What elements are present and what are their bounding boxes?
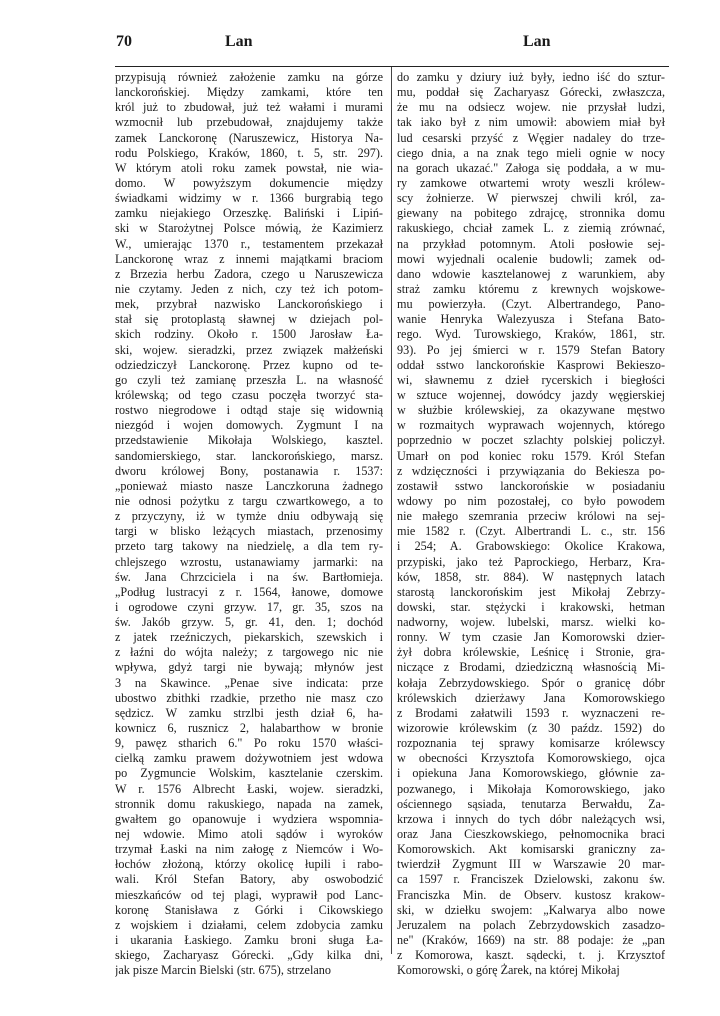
text-line: ski w Starożytnej Polsce mówią, że Kazimierz bbox=[115, 221, 383, 236]
text-line: „ponieważ miasto nasze Lanczkoruna żadnego bbox=[115, 478, 383, 493]
text-line: rozpoznania tej sprawy komisarze królewscy bbox=[397, 736, 665, 751]
text-line: targi w blisko leżących miastach, przenosimy bbox=[115, 524, 383, 539]
text-line: nadworny, wojew. lubelski, marsz. wielki ko- bbox=[397, 615, 665, 630]
text-line: odziedziczył Lanckoronę. Przez kupno od te- bbox=[115, 357, 383, 372]
text-line: mowi wyjednali ocalenie budowli; zamek od- bbox=[397, 251, 665, 266]
text-line: 3 na Skawince. „Penae sive indicata: prze bbox=[115, 675, 383, 690]
text-line: wdowy po nim pozostałej, co było powodem bbox=[397, 493, 665, 508]
text-line: w rozmaitych wyprawach wojennych, którego bbox=[397, 418, 665, 433]
text-line: przypiski, jako też Paprockiego, Herbarz, Kra- bbox=[397, 554, 665, 569]
text-line: z wdzięczności i przywiązania do Bekiesza po- bbox=[397, 463, 665, 478]
text-line: „Podług lustracyi z r. 1564, łanowe, domowe bbox=[115, 584, 383, 599]
text-line: z jatek rzeźniczych, piekarskich, szewskich i bbox=[115, 630, 383, 645]
right-text-column bbox=[397, 70, 665, 978]
text-line: rostwo niegrodowe i odtąd staje się widownią bbox=[115, 403, 383, 418]
text-line: kownicz 6, rusznicz 2, halabarthow w bronie bbox=[115, 721, 383, 736]
text-line: oraz Jana Cieszkowskiego, pełnomocnika braci bbox=[397, 827, 665, 842]
text-line: Umarł on pod koniec roku 1579. Król Stefan bbox=[397, 448, 665, 463]
text-line: dowski, star. stężycki i krakowski, hetman bbox=[397, 599, 665, 614]
text-line: starostą lanckorońskim jest Mikołaj Zebrzy- bbox=[397, 584, 665, 599]
text-line: domo. W powyższym dokumencie między bbox=[115, 175, 383, 190]
left-text-column bbox=[115, 70, 383, 978]
text-line: nie małego szemrania przeciw królowi na sej- bbox=[397, 509, 665, 524]
text-line: ca 1597 r. Franciszek Dzielowski, zakonu św. bbox=[397, 872, 665, 887]
text-line: św. Jakób grzyw. 5, gr. 41, den. 1; dochód bbox=[115, 615, 383, 630]
text-line: mek, przybrał nazwisko Lanckorońskiego i bbox=[115, 297, 383, 312]
text-line: dworu królowej Bony, postanawia r. 1537: bbox=[115, 463, 383, 478]
text-line: z Komorowa, kaszt. sądecki, t. j. Krzysztof bbox=[397, 948, 665, 963]
text-line: z wojskiem i działami, celem zdobycia zamku bbox=[115, 917, 383, 932]
text-line: wi, sławnemu z dzieł rycerskich i biegłości bbox=[397, 372, 665, 387]
text-line: rodu Polskiego, Kraków, 1860, t. 5, str. 297). bbox=[115, 145, 383, 160]
text-line: poprzednio w poczet szlachty polskiej policzył. bbox=[397, 433, 665, 448]
text-line: łochów złożoną, którzy okolicę łupili i rabo- bbox=[115, 857, 383, 872]
text-line: i ogrodowe czyni grzyw. 17, gr. 35, szos na bbox=[115, 599, 383, 614]
text-line: chlejszego wzrostu, ustanawiamy jarmarki: na bbox=[115, 554, 383, 569]
text-line: pozwanego, i Mikołaja Komorowskiego, jako bbox=[397, 781, 665, 796]
text-line: scy żołnierze. W pierwszej chwili król, za- bbox=[397, 191, 665, 206]
text-line: w sztuce wojennej, dowódcy jazdy węgierskiej bbox=[397, 387, 665, 402]
text-line: dano wdowie kasztelanowej z warunkiem, aby bbox=[397, 266, 665, 281]
text-line: jak pisze Marcin Bielski (str. 675), strzelano bbox=[115, 963, 331, 978]
text-line: rakuskiego, chciał zamek L. z ziemią zrównać, bbox=[397, 221, 665, 236]
text-line: i ukarania Łaskiego. Zamku broni sługa Ła- bbox=[115, 933, 383, 948]
text-line: wpływa, gdyż targi nie bywają; młynów jest bbox=[115, 660, 383, 675]
text-line: sędzicz. W zamku strzlbi jesth dział 6, ha- bbox=[115, 705, 383, 720]
text-line: tak iako był z nim umowił: abowiem miał był bbox=[397, 115, 665, 130]
text-line: krzowa i innych do tych dóbr należących wsi, bbox=[397, 811, 665, 826]
text-line: królewską; od tego czasu poczęła tworzyć sta- bbox=[115, 387, 383, 402]
text-line: go czyli też zamianę przeszła L. na własność bbox=[115, 372, 383, 387]
text-line: mu, poddał się Zacharyasz Górecki, zwłaszcza, bbox=[397, 85, 665, 100]
text-line: trzymał Łaski na nim załogę z Niemców i Wo- bbox=[115, 842, 383, 857]
text-line: Franciszka Min. de Observ. kustosz krakow- bbox=[397, 887, 665, 902]
text-line: z przyczyny, iż w tymże dniu odbywają się bbox=[115, 509, 383, 524]
text-line: na gorach ukazać." Załoga się poddała, a w mu- bbox=[397, 160, 665, 175]
text-line: po Zygmuncie Wolskim, kasztelanie czerskim. bbox=[115, 766, 383, 781]
text-line: rego. Wyd. Turowskiego, Kraków, 1861, str. bbox=[397, 327, 665, 342]
text-line: świadkami widzimy w r. 1366 burgrabią tego bbox=[115, 191, 383, 206]
text-line: przypisują również założenie zamku na górze bbox=[115, 70, 383, 84]
text-line: z Brodami załatwili 1593 r. wyznaczeni re- bbox=[397, 705, 665, 720]
running-head-right: Lan bbox=[523, 33, 551, 50]
text-line: do zamku y dziury iuż były, iedno iść do sztur- bbox=[397, 70, 665, 84]
text-line: z Brzezia herbu Zadora, czego u Naruszewicza bbox=[115, 266, 383, 281]
text-line: z łaźni do wójta należy; z targowego nic nie bbox=[115, 645, 383, 660]
text-line: 9, pawęz stharich 6." Po roku 1570 właści- bbox=[115, 736, 383, 751]
text-line: gwałtem go opanowuje i wydziera wspomnia- bbox=[115, 811, 383, 826]
text-line: koronę Stanisława z Górki i Cikowskiego bbox=[115, 902, 383, 917]
text-line: ski, wojew. sieradzki, przez związek małżeński bbox=[115, 342, 383, 357]
text-line: Lanckoronę wraz z innemi majątkami braciom bbox=[115, 251, 383, 266]
text-line: mieszkańców od tej plagi, wyprawił pod Lanc- bbox=[115, 887, 383, 902]
text-line: stronnik domu rakuskiego, napada na zamek, bbox=[115, 796, 383, 811]
text-line: w obecności Krzysztofa Komorowskiego, ojca bbox=[397, 751, 665, 766]
text-line: i opiekuna Jana Komorowskiego, głównie za- bbox=[397, 766, 665, 781]
text-line: ski, w dziełku swojem: „Kalwarya albo nowe bbox=[397, 902, 665, 917]
text-line: skich rodziny. Około r. 1500 Jarosław Ła- bbox=[115, 327, 383, 342]
text-line: zamek Lanckoronę (Naruszewicz, Historya Na- bbox=[115, 130, 383, 145]
text-line: oddał sstwo lanckorońskie Kasprowi Bekieszo- bbox=[397, 357, 665, 372]
text-line: wanie Henryka Walezyusza i Stefana Bato- bbox=[397, 312, 665, 327]
text-line: Jeruzalem na polach Zebrzydowskich zasadzo- bbox=[397, 917, 665, 932]
text-line: król już to zbudował, już też wałami i murami bbox=[115, 100, 383, 115]
text-line: W., umierając 1370 r., testamentem przekazał bbox=[115, 236, 383, 251]
text-line: straż zamku któremu z krewnych wojskowe- bbox=[397, 281, 665, 296]
text-line: wali. Król Stefan Batory, aby oswobodzić bbox=[115, 872, 383, 887]
text-line: królewskich dzierżawy Jana Komorowskiego bbox=[397, 690, 665, 705]
text-line: i 254; A. Grabowskiego: Okolice Krakowa, bbox=[397, 539, 665, 554]
text-line: ry zamkowe otwartemi wroty weszli królew- bbox=[397, 175, 665, 190]
text-line: niezgód i wojen domowych. Zygmunt I na bbox=[115, 418, 383, 433]
text-line: zostawił sstwo lanckorońskie w posiadaniu bbox=[397, 478, 665, 493]
text-line: Komorowski, o górę Żarek, na której Mikołaj bbox=[397, 963, 620, 978]
text-line: że mu na odsiecz wojew. nie przysłał ludzi, bbox=[397, 100, 665, 115]
page-number: 70 bbox=[116, 33, 132, 50]
text-line: nej wdowie. Mimo atoli sądów i wyroków bbox=[115, 827, 383, 842]
text-line: św. Jana Chrzciciela i na św. Bartłomieja. bbox=[115, 569, 383, 584]
text-line: sandomierskiego, star. lanckorońskiego, marsz. bbox=[115, 448, 383, 463]
text-line: W r. 1576 Albrecht Łaski, wojew. sieradzki, bbox=[115, 781, 383, 796]
text-line: ronny. W tym czasie Jan Komorowski dzier- bbox=[397, 630, 665, 645]
text-line: ciego dnia, a na znak tego mieli ognie w nocy bbox=[397, 145, 665, 160]
text-line: cielką zamku prawem dożywotniem jest wdowa bbox=[115, 751, 383, 766]
text-line: ków, 1858, str. 884). W następnych latach bbox=[397, 569, 665, 584]
text-line: W którym atoli roku zamek powstał, nie wia- bbox=[115, 160, 383, 175]
header-rule bbox=[115, 66, 669, 67]
text-line: mie 1582 r. (Czyt. Albertrandi L. c., str. 156 bbox=[397, 524, 665, 539]
text-line: nie odnosi pożytku z targu czwartkowego, a to bbox=[115, 493, 383, 508]
text-line: wizorowie królewskim (z 30 paźdz. 1592) do bbox=[397, 721, 665, 736]
text-line: Komorowskich. Akt komisarski graniczny za- bbox=[397, 842, 665, 857]
text-line: twierdził Zygmunt III w Warszawie 20 mar- bbox=[397, 857, 665, 872]
text-line: na przykład potomnym. Atoli posłowie sej- bbox=[397, 236, 665, 251]
text-line: skiego, Zacharyasz Górecki. „Gdy kilka dni, bbox=[115, 948, 383, 963]
text-line: ne" (Kraków, 1669) na str. 88 podaje: że „pan bbox=[397, 933, 665, 948]
text-line: wzmocnił lub przebudował, znajdujemy także bbox=[115, 115, 383, 130]
text-line: przedstawienie Mikołaja Wolskiego, kasztel. bbox=[115, 433, 383, 448]
text-line: lanckorońskiej. Między zamkami, które ten bbox=[115, 85, 383, 100]
text-line: w służbie królewskiej, za okazywane męstwo bbox=[397, 403, 665, 418]
text-line: stał się protoplastą sławnej w dziejach pol- bbox=[115, 312, 383, 327]
text-line: mu powierzyła. (Czyt. Albertrandego, Pano- bbox=[397, 297, 665, 312]
text-line: nie czytamy. Jeden z nich, czy też ich potom- bbox=[115, 281, 383, 296]
text-line: 93). Po jej śmierci w r. 1579 Stefan Batory bbox=[397, 342, 665, 357]
text-line: giewany na pobitego zdrajcę, stronnika domu bbox=[397, 206, 665, 221]
text-line: przeto targ takowy na niedzielę, a dla tem ry- bbox=[115, 539, 383, 554]
text-line: niczące z Brodami, dziedziczną własnością Mi- bbox=[397, 660, 665, 675]
column-separator bbox=[391, 67, 392, 954]
text-line: ubostwo zbithki rzadkie, przetho nie masz czo bbox=[115, 690, 383, 705]
running-head-left: Lan bbox=[225, 33, 253, 50]
text-line: ościennego sąsiada, tenutarza Berwałdu, Za- bbox=[397, 796, 665, 811]
text-line: lud cesarski przyść z Węgier nadaley do trze- bbox=[397, 130, 665, 145]
text-line: żył dobra królewskie, Leśnicę i Stronie, gra- bbox=[397, 645, 665, 660]
text-line: kołaja Zebrzydowskiego. Spór o granicę dóbr bbox=[397, 675, 665, 690]
text-line: zamku niejakiego Orzeszkę. Baliński i Lipiń- bbox=[115, 206, 383, 221]
